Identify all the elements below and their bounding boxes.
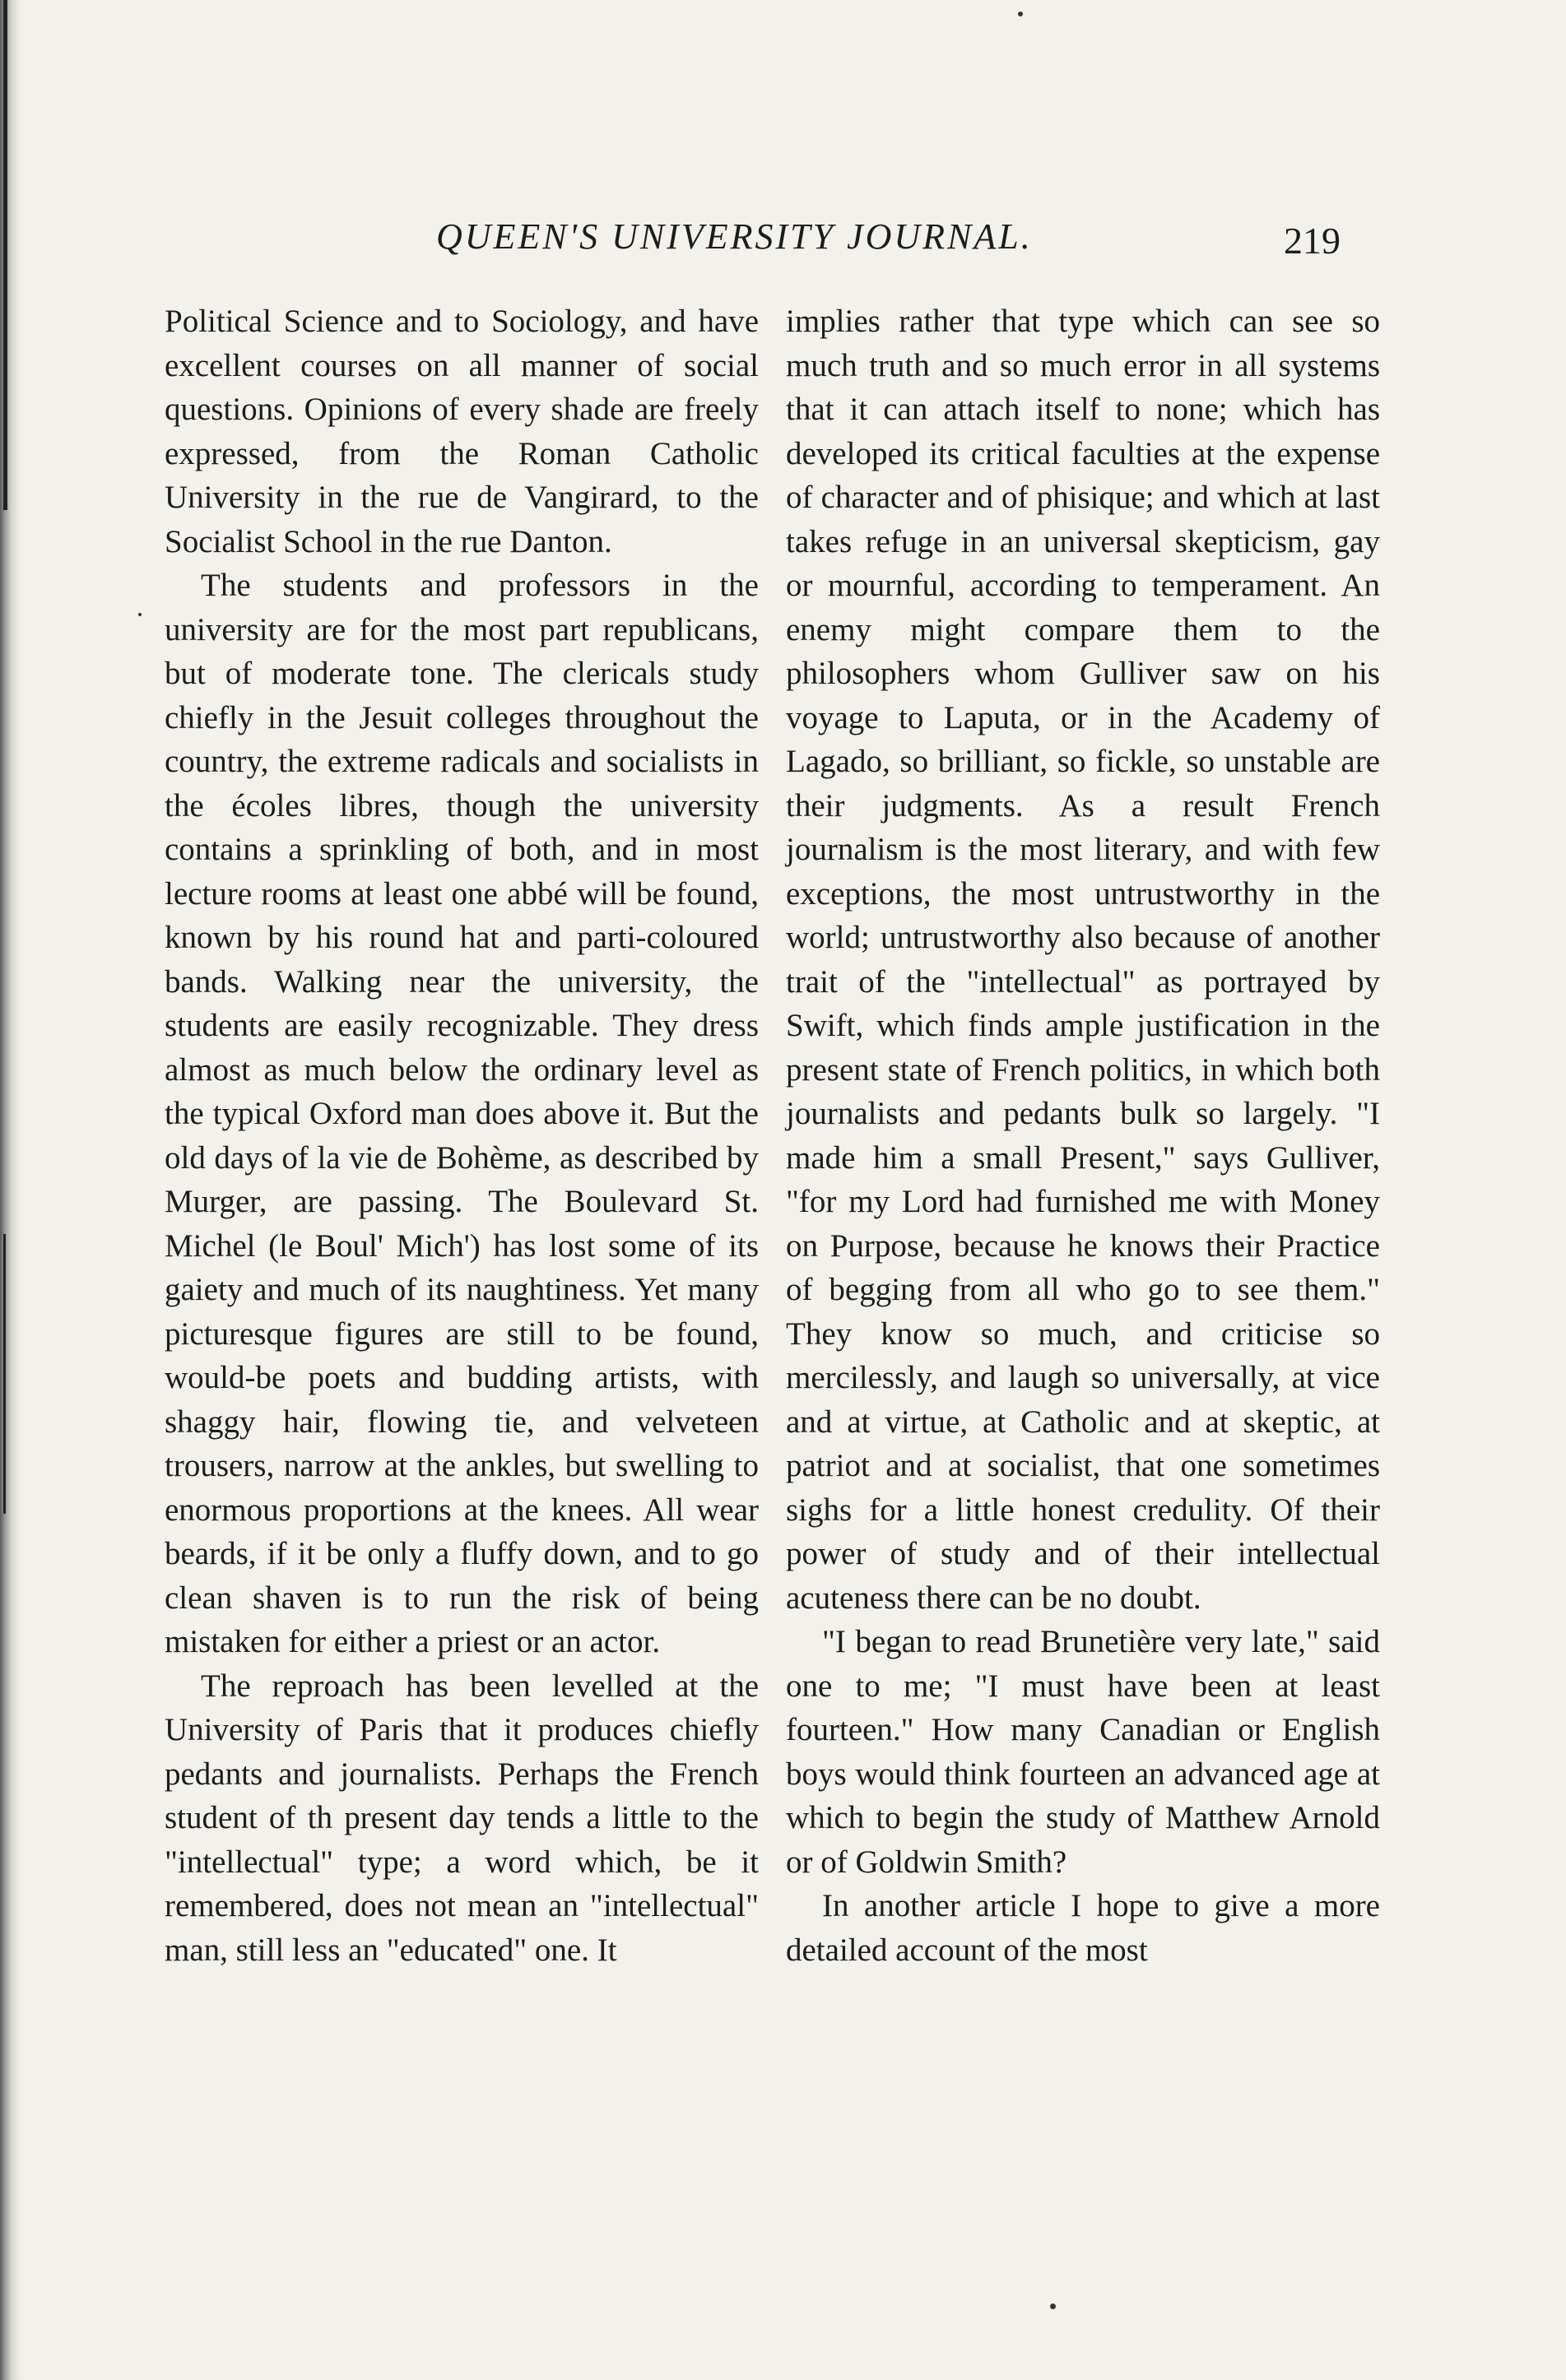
ink-speck [138, 613, 142, 616]
page-header [165, 216, 1382, 273]
left-column [165, 299, 759, 1972]
paragraph: "I began to read Brunetière very late," said one to me; "I must have been at least fourteen." How many Canadian or English boys would think fourteen an advanced age at which to begin the study of Matthew Arnold or of Goldwin Smith? [786, 1624, 1380, 1880]
paragraph: The reproach has been levelled at the University of Paris that it produces chiefly pedants and journalists. Perhaps the French student of th present day tends a little to the "intellectual" type; a word which, be it remembered, does not mean an "intellectual" man, still less an "educated" one. It [165, 1668, 759, 1968]
paragraph: The students and professors in the university are for the most part republicans, but of moderate tone. The clericals study chiefly in the Jesuit colleges throughout the country, the extreme radicals and socialists in the écoles libres, though the university contains a sprinkling of both, and in most lecture rooms at least one abbé will be found, known by his round hat and parti-coloured bands. Walking near the university, the students are easily recognizable. They dress almost as much below the ordinary level as the typical Oxford man does above it. But the old days of la vie de Bohème, as described by Murger, are passing. The Boulevard St. Michel (le Boul' Mich') has lost some of its gaiety and much of its naughtiness. Yet many picturesque figures are still to be found, would-be poets and budding artists, with shaggy hair, flowing tie, and velveteen trousers, narrow at the ankles, but swelling to enormous proportions at the knees. All wear beards, if it be only a fluffy down, and to go clean shaven is to run the risk of being mistaken for either a priest or an actor. [165, 568, 759, 1659]
ink-speck [1018, 12, 1023, 16]
scan-edge-shadow [0, 0, 21, 2380]
ink-speck [1050, 2303, 1056, 2309]
running-head: QUEEN'S UNIVERSITY JOURNAL. [436, 216, 1033, 257]
page-number: 219 [1284, 220, 1341, 262]
paragraph: Political Science and to Sociology, and have excellent courses on all manner of social questions. Opinions of every shade are freely expressed, from the Roman Catholic University in the rue de Vangirard, to the Socialist School in the rue Danton. [165, 304, 759, 559]
paragraph: implies rather that type which can see so much truth and so much error in all systems that it can attach itself to none; which has developed its critical faculties at the expense of character and of phisique; and which at last takes refuge in an universal skepticism, gay or mournful, according to temperament. An enemy might compare them to the philosophers whom Gulliver saw on his voyage to Laputa, or in the Academy of Lagado, so brilliant, so fickle, so unstable are their judgments. As a result French journalism is the most literary, and with few exceptions, the most untrustworthy in the world; untrustworthy also because of another trait of the "intellectual" as portrayed by Swift, which finds ample justification in the present state of French politics, in which both journalists and pedants bulk so largely. "I made him a small Present," says Gulliver, "for my Lord had furnished me with Money on Purpose, because he knows their Practice of begging from all who go to see them." They know so much, and criticise so mercilessly, and laugh so universally, at vice and at virtue, at Catholic and at skeptic, at patriot and at socialist, that one sometimes sighs for a little honest credulity. Of their power of study and of their intellectual acuteness there can be no doubt. [786, 304, 1380, 1616]
paragraph: In another article I hope to give a more detailed account of the most [786, 1888, 1380, 1968]
right-column [786, 299, 1380, 1972]
